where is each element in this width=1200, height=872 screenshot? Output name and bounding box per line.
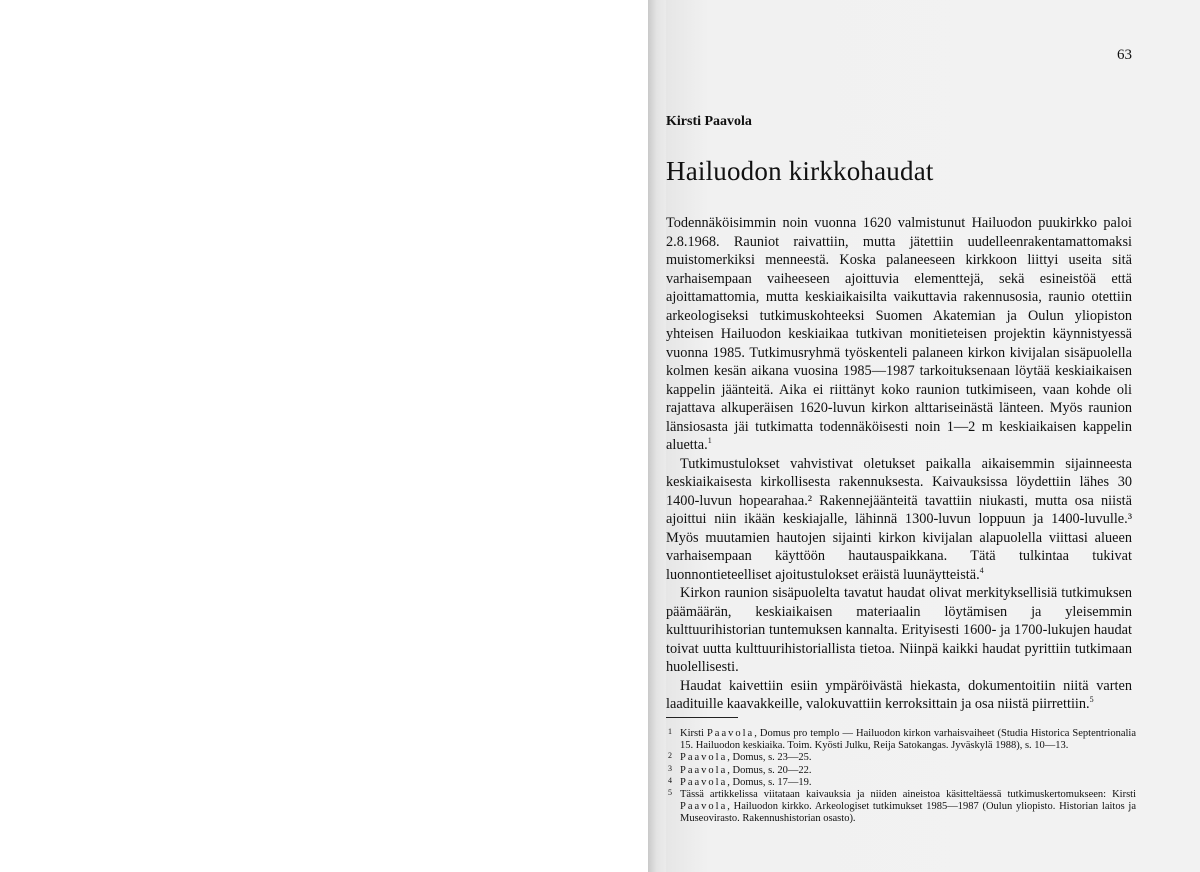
footnote: 4 Paavola, Domus, s. 17—19.	[668, 775, 812, 788]
article-title: Hailuodon kirkkohaudat	[666, 156, 934, 186]
paragraph: Haudat kaivettiin esiin ympäröivästä hiekasta, dokumentoitiin niitä varten laadituille kaavakkeille, valokuvattiin kerroksittain ja osa niistä piirrettiin.$^5$	[666, 677, 1132, 712]
page-number: 63	[1117, 47, 1132, 63]
footnote: 3 Paavola, Domus, s. 20—22.	[668, 763, 812, 776]
footnote-divider	[666, 717, 738, 718]
right-page	[666, 0, 1200, 872]
footnote: 1 Kirsti Paavola, Domus pro templo — Hailuodon kirkon varhaisvaiheet (Studia Historica Septentrionalia 15. Hailuodon keskiaika. Toim. Kyösti Julku, Reija Satokangas. Jyväskylä 1988), s. 10—13.	[668, 727, 1136, 752]
paragraph: Kirkon raunion sisäpuolelta tavatut haudat olivat merkityksellisiä tutkimuksen päämäärän, keskiaikaisen materiaalin löytämisen ja yleisemmin kulttuurihistorian tuntemuksen kannalta. Erityisesti 1600- ja 1700-lukujen haudat toivat uutta kulttuurihistoriallista tietoa. Niinpä kaikki haudat pyrittiin tutkimaan huolellisesti.	[666, 585, 1132, 675]
article-body	[666, 214, 1132, 714]
author-name: Kirsti Paavola	[666, 114, 752, 129]
footnotes	[666, 728, 1136, 826]
paragraph: Todennäköisimmin noin vuonna 1620 valmistunut Hailuodon puukirkko paloi 2.8.1968. Rauniot raivattiin, mutta jätettiin uudelleenrakentamattomaksi muistomerkiksi menneestä. Koska palaneeseen kirkkoon liittyi useita sitä varhaisempaan vaiheeseen ajoittuvia elementtejä, sekä esineistöä että ajoittamattomia, mutta keskiaikaisilta vaikuttavia rakennusosia, raunio otettiin arkeologiseksi tutkimuskohteeksi Suomen Akatemian ja Oulun yliopiston yhteisen Hailuodon keskiaikaa tutkivan monitieteisen projektin käynnistyessä vuonna 1985. Tutkimusryhmä työskenteli palaneen kirkon kivijalan sisäpuolella kolmen kesän aikana vuosina 1985—1987 tarkoituksenaan löytää keskiaikaisen kappelin jäänteitä. Aika ei riittänyt koko raunion tutkimiseen, vaan kohde oli rajattava alkuperäisen 1620-luvun kirkon alttariseinästä länteen. Myös raunion länsiosasta jäi tutkimatta todennäköisesti noin 1—2 m keskiaikaisen kappelin aluetta.$^1$	[666, 215, 1132, 453]
footnote: 5 Tässä artikkelissa viitataan kaivauksia ja niiden aineistoa käsitteltäessä tutkimuskertomukseen: Kirsti Paavola, Hailuodon kirkko. Arkeologiset tutkimukset 1985—1987 (Oulun yliopisto. Historian laitos ja Museovirasto. Rakennushistorian osasto).	[668, 788, 1136, 825]
paragraph: Tutkimustulokset vahvistivat oletukset paikalla aikaisemmin sijainneesta keskiaikaisesta kirkollisesta rakennuksesta. Kaivauksissa löydettiin lähes 30 1400-luvun hopearahaa.² Rakennejäänteitä tavattiin niukasti, mutta osa niistä ajoittui niin ikään keskiajalle, lähinnä 1300-luvun loppuun ja 1400-luvulle.³ Myös muutamien hautojen sijainti kirkon kivijalan alapuolella viittasi alueen varhaisempaan käyttöön hautauspaikkana. Tätä tulkintaa tukivat luonnontieteelliset ajoitustulokset eräistä luunäytteistä.$^4$	[666, 455, 1132, 583]
footnote: 2 Paavola, Domus, s. 23—25.	[668, 751, 812, 764]
